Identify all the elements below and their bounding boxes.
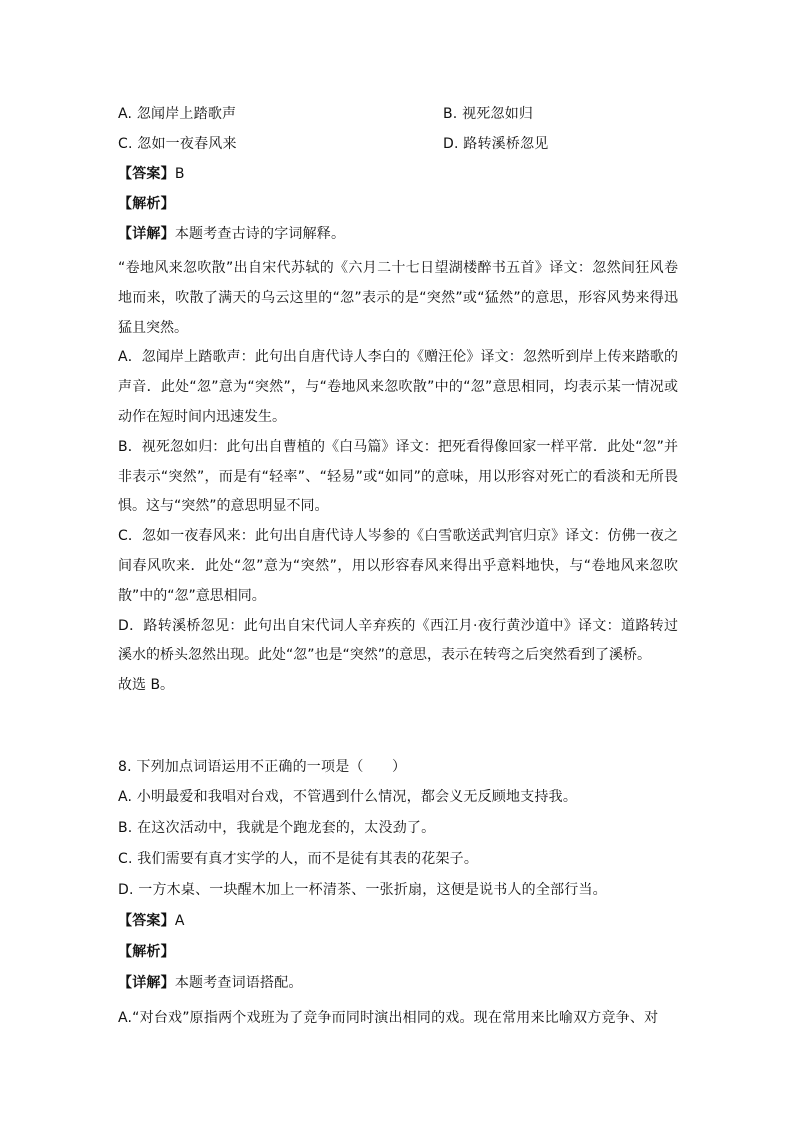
- q8-option-a: A. 小明最爱和我唱对台戏，不管遇到什么情况，都会义无反顾地支持我。: [118, 789, 578, 805]
- answer-value: A: [174, 913, 185, 929]
- q7-option-a: A. 忽闻岸上踏歌声: [118, 106, 237, 122]
- q7-option-c: C. 忽如一夜春风来: [118, 136, 237, 152]
- q8-explanation-line: A.“对台戏”原指两个戏班为了竞争而同时演出相同的戏。现在常用来比喻双方竞争、对: [118, 1010, 659, 1026]
- answer-tag: 【答案】: [118, 166, 175, 182]
- q8-analysis-tag: [118, 942, 175, 962]
- q7-option-d: D. 路转溪桥忽见: [443, 136, 549, 152]
- q8-option-b: B. 在这次活动中，我就是个跑龙套的，太没劲了。: [118, 820, 436, 836]
- answer-value: B: [174, 166, 185, 182]
- q7-detail: [118, 224, 345, 244]
- q8-detail: [118, 973, 303, 993]
- detail-text: 本题考查词语搭配。: [174, 975, 303, 991]
- explanation-conclusion: 故选 B。: [118, 677, 175, 694]
- analysis-tag: 【解析】: [118, 196, 175, 212]
- q8-option-c: C. 我们需要有真才实学的人，而不是徒有其表的花架子。: [118, 851, 479, 867]
- q7-explanation: [118, 254, 678, 701]
- detail-tag: 【详解】: [118, 226, 175, 242]
- analysis-tag: 【解析】: [118, 944, 175, 960]
- explanation-intro: “卷地风来忽吹散”出自宋代苏轼的《六月二十七日望湖楼醉书五首》译文：忽然间狂风卷地而来，吹散了满天的乌云这里的“忽”表示的是“突然”或“猛然”的意思，形容风势来得迅猛且突然。: [118, 260, 678, 336]
- answer-tag: 【答案】: [118, 913, 175, 929]
- q8-stem: 8. 下列加点词语运用不正确的一项是（ ）: [118, 759, 407, 775]
- explanation-b: B．视死忽如归：此句出自曹植的《白马篇》译文：把死看得像回家一样平常．此处“忽”并非表示“突然”，而是有“轻率”、“轻易”或“如同”的意味，用以形容对死亡的看淡和无所畏惧。这与“突然”的意思明显不同。: [118, 438, 678, 515]
- q7-option-b: B. 视死忽如归: [443, 106, 534, 122]
- q8-option-d: D. 一方木桌、一块醒木加上一杯清茶、一张折扇，这便是说书人的全部行当。: [118, 882, 607, 898]
- q7-answer: [118, 164, 185, 184]
- detail-text: 本题考查古诗的字词解释。: [174, 226, 346, 242]
- q7-analysis-tag: [118, 194, 175, 214]
- explanation-d: D．路转溪桥忽见：此句出自宋代词人辛弃疾的《西江月·夜行黄沙道中》译文：道路转过溪水的桥头忽然出现。此处“忽”也是“突然”的意思，表示在转弯之后突然看到了溪桥。: [118, 617, 678, 664]
- explanation-c: C．忽如一夜春风来：此句出自唐代诗人岑参的《白雪歌送武判官归京》译文：仿佛一夜之间春风吹来．此处“忽”意为“突然”，用以形容春风来得出乎意料地快，与“卷地风来忽吹散”中的“忽”意思相同。: [118, 528, 678, 604]
- q8-answer: [118, 911, 185, 931]
- explanation-a: A．忽闻岸上踏歌声：此句出自唐代诗人李白的《赠汪伦》译文：忽然听到岸上传来踏歌的声音．此处“忽”意为“突然”，与“卷地风来忽吹散”中的“忽”意思相同，均表示某一情况或动作在短时间内迅速发生。: [118, 349, 678, 425]
- detail-tag: 【详解】: [118, 975, 175, 991]
